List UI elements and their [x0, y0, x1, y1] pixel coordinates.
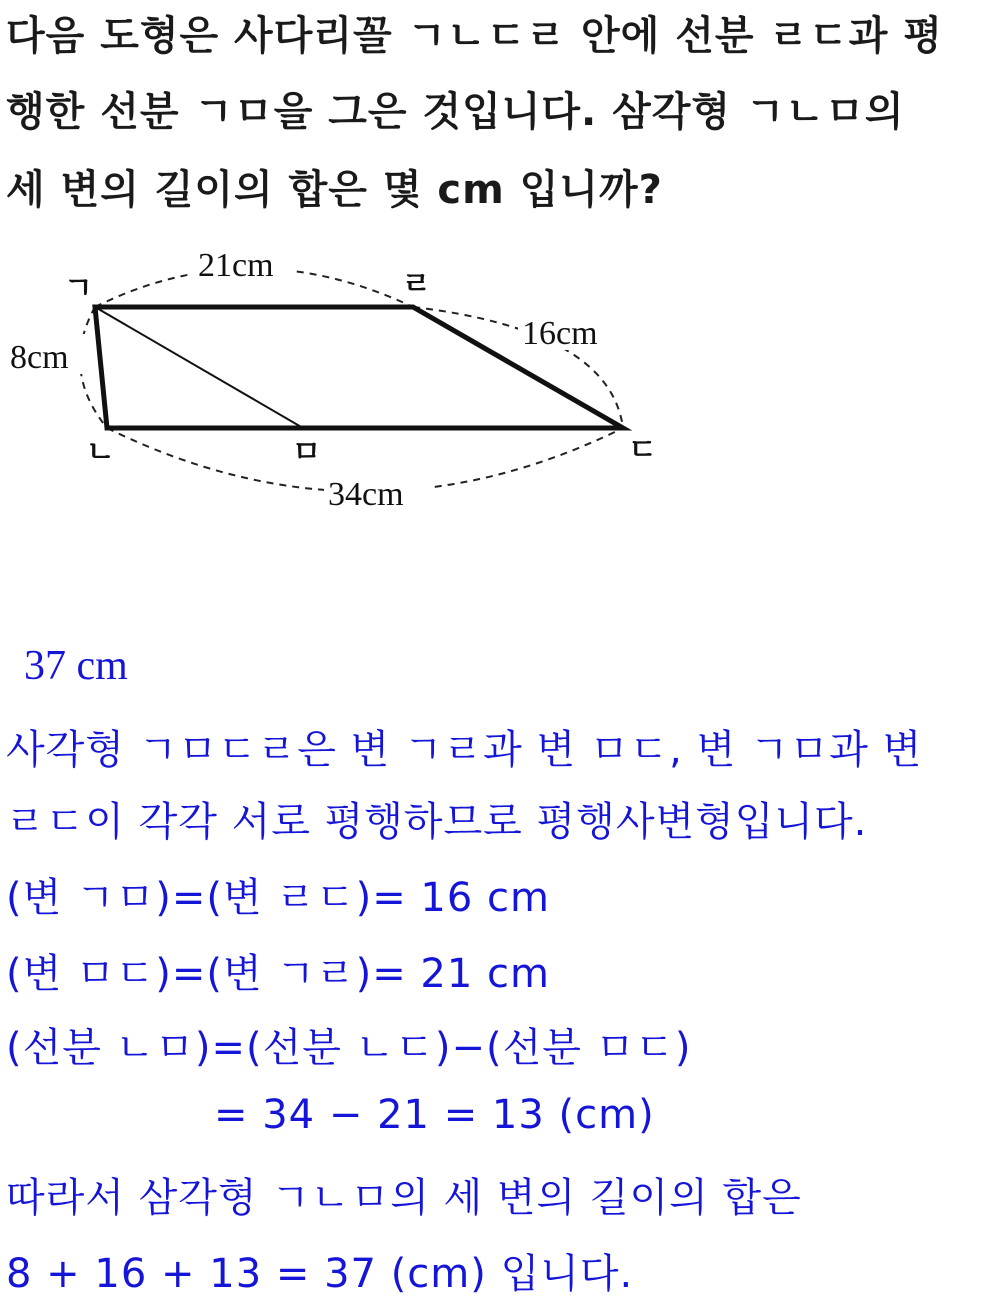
label-right-length: 16cm: [522, 315, 598, 352]
solution-line-5: (선분 ㄴㅁ)=(선분 ㄴㄷ)−(선분 ㅁㄷ): [6, 1025, 692, 1071]
vertex-label-e: ㅁ: [292, 435, 321, 470]
label-left-length: 8cm: [10, 339, 69, 376]
vertex-label-d: ㄹ: [402, 267, 431, 302]
solution-line-6: = 34 − 21 = 13 (cm): [214, 1092, 655, 1138]
question-line-3: 세 변의 길이의 합은 몇 cm 입니까?: [6, 167, 663, 213]
answer-value: 37 cm: [24, 643, 128, 689]
solution-line-3: (변 ㄱㅁ)=(변 ㄹㄷ)= 16 cm: [6, 875, 551, 921]
question-line-2: 행한 선분 ㄱㅁ을 그은 것입니다. 삼각형 ㄱㄴㅁ의: [6, 89, 905, 135]
trapezoid-figure: [0, 0, 993, 600]
solution-line-7: 따라서 삼각형 ㄱㄴㅁ의 세 변의 길이의 합은: [6, 1175, 802, 1221]
label-top-length: 21cm: [198, 247, 274, 284]
question-line-1: 다음 도형은 사다리꼴 ㄱㄴㄷㄹ 안에 선분 ㄹㄷ과 평: [6, 13, 943, 59]
vertex-label-c: ㄷ: [628, 433, 657, 468]
solution-line-4: (변 ㅁㄷ)=(변 ㄱㄹ)= 21 cm: [6, 951, 551, 997]
vertex-label-b: ㄴ: [86, 435, 115, 470]
vertex-label-a: ㄱ: [64, 271, 93, 306]
solution-line-2: ㄹㄷ이 각각 서로 평행하므로 평행사변형입니다.: [6, 799, 868, 845]
solution-line-1: 사각형 ㄱㅁㄷㄹ은 변 ㄱㄹ과 변 ㅁㄷ, 변 ㄱㅁ과 변: [6, 727, 923, 773]
segment-ae: [95, 307, 303, 428]
label-bottom-length: 34cm: [328, 476, 404, 513]
solution-line-8: 8 + 16 + 13 = 37 (cm) 입니다.: [6, 1251, 634, 1297]
